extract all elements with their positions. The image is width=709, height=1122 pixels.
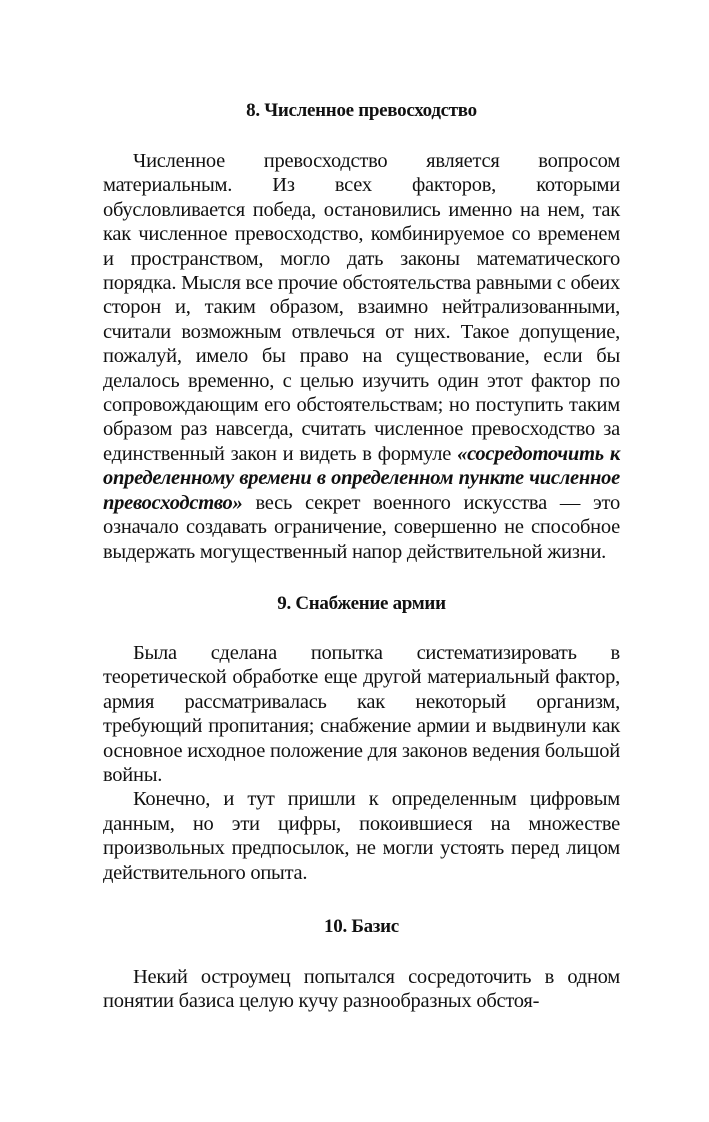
section-heading-basis: 10. Базис (324, 915, 399, 937)
section-paragraph (103, 149, 620, 564)
paragraph-text: Численное превосходство является вопросом материальным. Из всех факторов, которыми обусловливается победа, остановились именно на нем, так как численное превосходство, комбинируемое со временем и пространством, могло дать законы математического порядка. Мысля все прочие обстоятельства равными с обеих сторон и, таким образом, взаимно нейтрализованными, считали возможным отвлечься от них. Такое допущение, пожалуй, имело бы право на существование, если бы делалось временно, с целью изучить один этот фактор по сопровождающим его обстоятельствам; но поступить таким образом раз навсегда, считать численное превосходство за единственный закон и видеть в формуле (103, 150, 620, 465)
section-heading-numerical-superiority: 8. Численное превосходство (246, 100, 477, 121)
emphasized-quote: «сосредоточить к определенному времени в определенном пункте численное превосходство» (103, 442, 620, 514)
paragraph-text: весь секрет военного искусства — это означало создавать ограничение, совершенно не способное выдержать могущественный напор действительной жизни. (103, 491, 620, 563)
section-heading-army-supply: 9. Снабжение армии (277, 592, 446, 614)
text-column (103, 98, 620, 1014)
section-paragraph: Некий остроумец попытался сосредоточить в одном понятии базиса целую кучу разнообразных обстоя- (103, 965, 620, 1013)
section-paragraph: Была сделана попытка систематизировать в теоретической обработке еще другой материальный фактор, армия рассматривалась как некоторый организм, требующий пропитания; снабжение армии и выдвинули как основное исходное положение для законов ведения большой войны. (103, 641, 620, 786)
section-paragraph: Конечно, и тут пришли к определенным цифровым данным, но эти цифры, покоившиеся на множестве произвольных предпосылок, не могли устоять перед лицом действительного опыта. (103, 788, 620, 884)
